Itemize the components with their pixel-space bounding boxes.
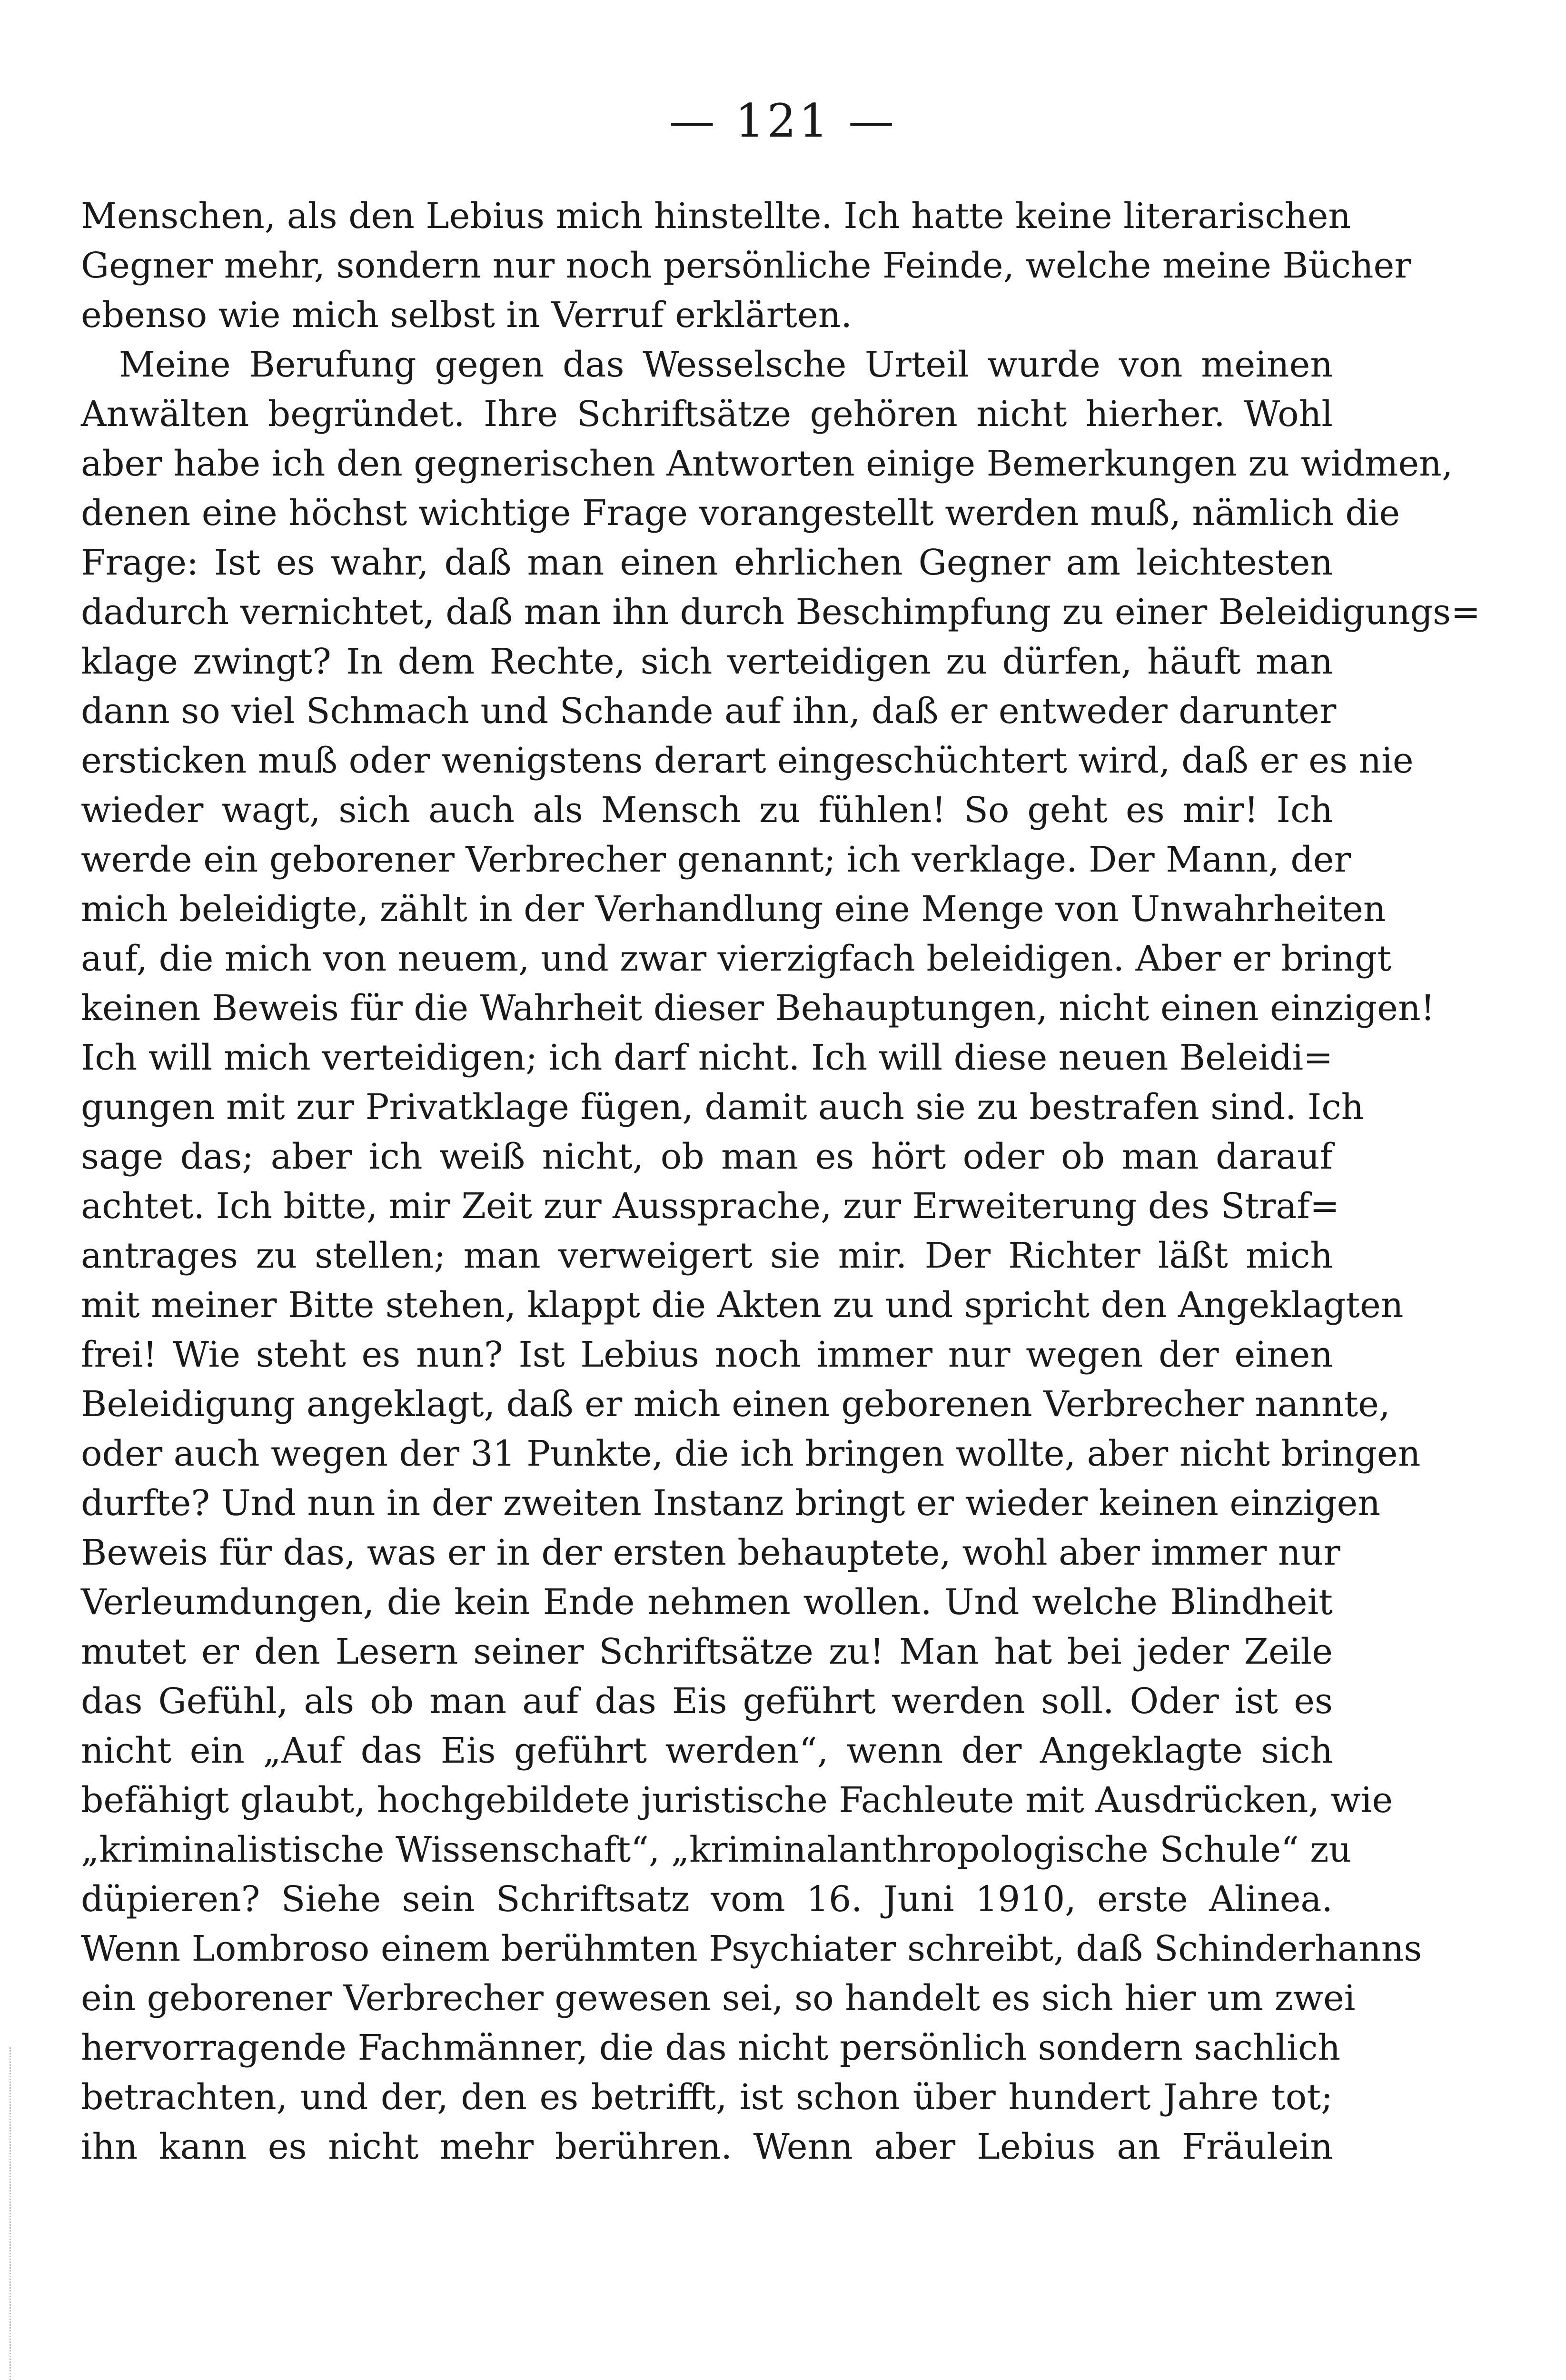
text-line: Verleumdungen, die kein Ende nehmen wollen. Und welche Blindheit	[81, 1582, 1333, 1623]
text-line: mich beleidigte, zählt in der Verhandlung eine Menge von Unwahrheiten	[81, 889, 1386, 930]
text-line: auf, die mich von neuem, und zwar vierzigfach beleidigen. Aber er bringt	[81, 938, 1391, 979]
text-line: Ich will mich verteidigen; ich darf nicht. Ich will diese neuen Beleidi=	[81, 1037, 1333, 1078]
text-line: Menschen, als den Lebius mich hinstellte. Ich hatte keine literarischen	[81, 196, 1351, 237]
text-line: gungen mit zur Privatklage fügen, damit auch sie zu bestrafen sind. Ich	[81, 1087, 1364, 1128]
text-line: befähigt glaubt, hochgebildete juristische Fachleute mit Ausdrücken, wie	[81, 1780, 1393, 1821]
text-line: oder auch wegen der 31 Punkte, die ich bringen wollte, aber nicht bringen	[81, 1433, 1421, 1474]
body-text	[81, 191, 1481, 2172]
text-line: Wenn Lombroso einem berühmten Psychiater schreibt, daß Schinderhanns	[81, 1928, 1422, 1969]
text-line: Beleidigung angeklagt, daß er mich einen geborenen Verbrecher nannte,	[81, 1384, 1390, 1425]
text-line: ihn kann es nicht mehr berühren. Wenn aber Lebius an Fräulein	[81, 2126, 1333, 2167]
text-line: achtet. Ich bitte, mir Zeit zur Aussprache, zur Erweiterung des Straf=	[81, 1186, 1339, 1227]
text-line: nicht ein „Auf das Eis geführt werden“, wenn der Angeklagte sich	[81, 1730, 1333, 1771]
text-line: hervorragende Fachmänner, die das nicht persönlich sondern sachlich	[81, 2027, 1341, 2068]
text-line: antrages zu stellen; man verweigert sie mir. Der Richter läßt mich	[81, 1235, 1333, 1276]
text-line: wieder wagt, sich auch als Mensch zu fühlen! So geht es mir! Ich	[81, 790, 1333, 831]
text-line: betrachten, und der, den es betrifft, ist schon über hundert Jahre tot;	[81, 2077, 1333, 2118]
text-line: dann so viel Schmach und Schande auf ihn, daß er entweder darunter	[81, 691, 1337, 732]
text-line: ersticken muß oder wenigstens derart eingeschüchtert wird, daß er es nie	[81, 740, 1414, 781]
text-line: „kriminalistische Wissenschaft“, „kriminalanthropologische Schule“ zu	[81, 1829, 1352, 1870]
text-line: klage zwingt? In dem Rechte, sich verteidigen zu dürfen, häuft man	[81, 641, 1333, 682]
text-line: düpieren? Siehe sein Schriftsatz vom 16. Juni 1910, erste Alinea.	[81, 1879, 1333, 1920]
text-line: frei! Wie steht es nun? Ist Lebius noch immer nur wegen der einen	[81, 1334, 1333, 1375]
text-line: aber habe ich den gegnerischen Antworten einige Bemerkungen zu widmen,	[81, 443, 1453, 484]
text-line: sage das; aber ich weiß nicht, ob man es hört oder ob man darauf	[81, 1136, 1333, 1177]
text-line: mutet er den Lesern seiner Schriftsätze zu! Man hat bei jeder Zeile	[81, 1631, 1333, 1672]
text-line: das Gefühl, als ob man auf das Eis geführt werden soll. Oder ist es	[81, 1681, 1333, 1722]
text-line: durfte? Und nun in der zweiten Instanz bringt er wieder keinen einzigen	[81, 1483, 1381, 1524]
text-line: Gegner mehr, sondern nur noch persönliche Feinde, welche meine Bücher	[81, 245, 1411, 286]
text-line: keinen Beweis für die Wahrheit dieser Behauptungen, nicht einen einzigen!	[81, 988, 1435, 1029]
text-line: Frage: Ist es wahr, daß man einen ehrlichen Gegner am leichtesten	[81, 542, 1333, 583]
scan-edge-marks	[10, 2047, 14, 2380]
text-line: dadurch vernichtet, daß man ihn durch Beschimpfung zu einer Beleidigungs=	[81, 592, 1481, 633]
text-line: Beweis für das, was er in der ersten behauptete, wohl aber immer nur	[81, 1532, 1340, 1573]
text-line: ebenso wie mich selbst in Verruf erklärten.	[81, 295, 852, 336]
page-number: — 121 —	[669, 94, 897, 148]
text-line: mit meiner Bitte stehen, klappt die Akten zu und spricht den Angeklagten	[81, 1285, 1404, 1326]
text-line: werde ein geborener Verbrecher genannt; ich verklage. Der Mann, der	[81, 839, 1351, 880]
text-line: denen eine höchst wichtige Frage vorangestellt werden muß, nämlich die	[81, 493, 1400, 534]
text-line: Anwälten begründet. Ihre Schriftsätze gehören nicht hierher. Wohl	[81, 394, 1333, 435]
text-line: Meine Berufung gegen das Wesselsche Urteil wurde von meinen	[119, 344, 1333, 385]
text-line: ein geborener Verbrecher gewesen sei, so handelt es sich hier um zwei	[81, 1978, 1356, 2019]
